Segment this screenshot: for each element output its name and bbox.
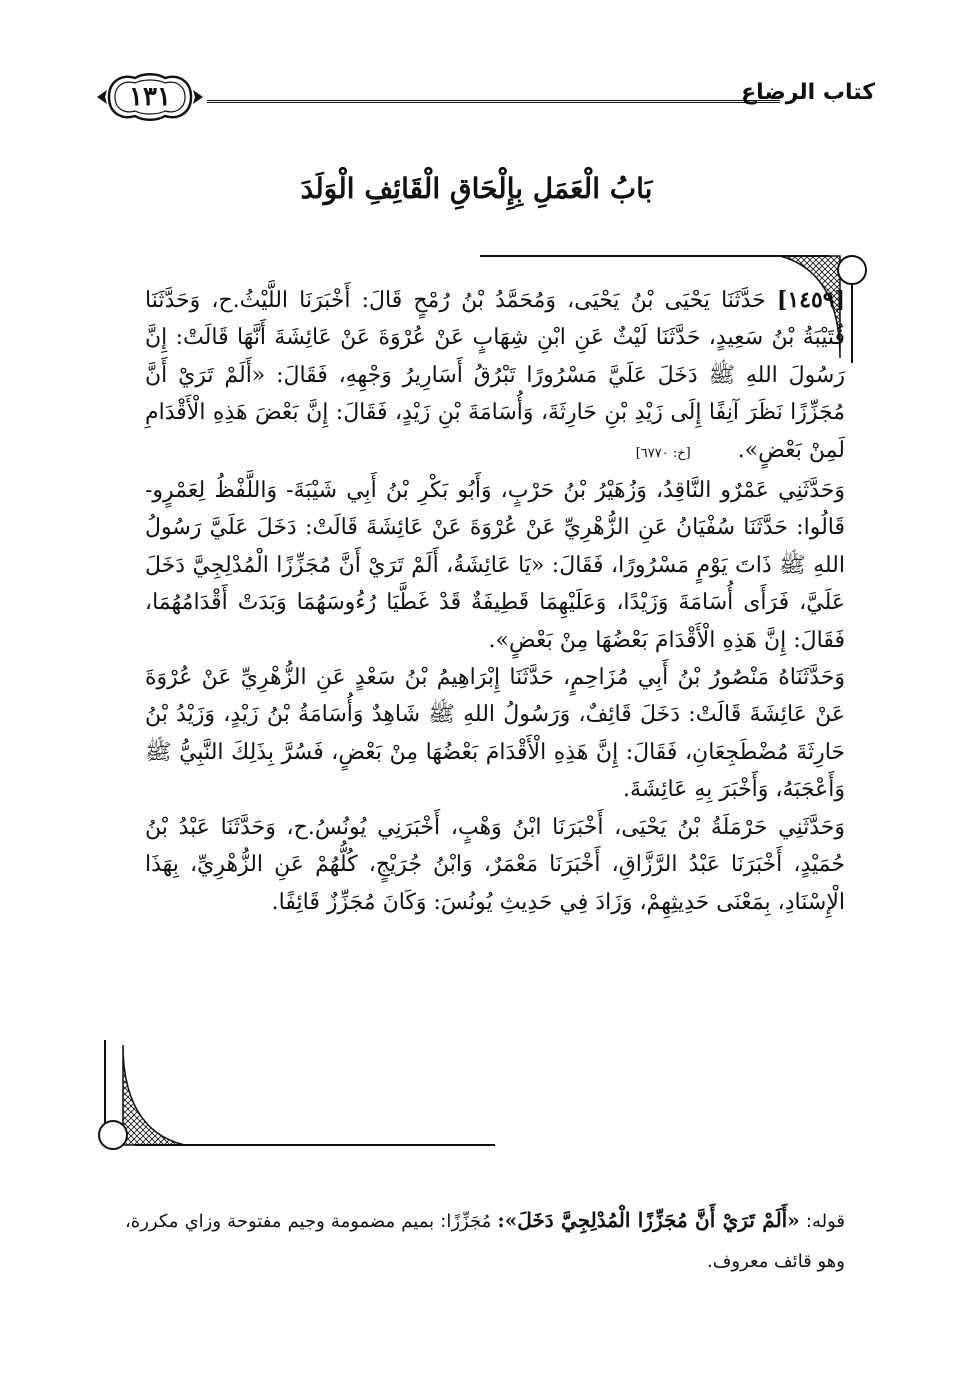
- page-number-badge: [95, 70, 205, 124]
- header-rule: [207, 100, 780, 103]
- footnote-text: مُجَزِّزًا: بميم مضمومة وجيم مفتوحة وزاي مكررة، وهو قائف معروف.: [125, 1211, 845, 1272]
- hadith-paragraph-3: وَحَدَّثَنَاهُ مَنْصُورُ بْنُ أَبِي مُزَاحِمٍ، حَدَّثَنَا إِبْرَاهِيمُ بْنُ سَعْدٍ عَنِ الزُّهْرِيِّ عَنْ عُرْوَةَ عَنْ عَائِشَةَ قَالَتْ: دَخَلَ قَائِفٌ، وَرَسُولُ اللهِ ﷺ شَاهِدٌ وَأُسَامَةُ بْنُ زَيْدٍ، وَزَيْدُ بْنُ حَارِثَةَ مُضْطَجِعَانِ، فَقَالَ: إِنَّ هَذِهِ الْأَقْدَامَ بَعْضُهَا مِنْ بَعْضٍ، فَسُرَّ بِذَلِكَ النَّبِيُّ ﷺ وَأَعْجَبَهُ، وَأَخْبَرَ بِهِ عَائِشَةَ.: [145, 665, 845, 803]
- page-number: ١٣١: [129, 82, 171, 112]
- hadith-paragraph-2: وَحَدَّثَنِي عَمْرٌو النَّاقِدُ، وَزُهَيْرُ بْنُ حَرْبٍ، وَأَبُو بَكْرِ بْنُ أَبِي شَيْبَةَ- وَاللَّفْظُ لِعَمْرٍو- قَالُوا: حَدَّثَنَا سُفْيَانُ عَنِ الزُّهْرِيِّ عَنْ عُرْوَةَ عَنْ عَائِشَةَ قَالَتْ: دَخَلَ عَلَيَّ رَسُولُ اللهِ ﷺ ذَاتَ يَوْمٍ مَسْرُورًا، فَقَالَ: «يَا عَائِشَةُ، أَلَمْ تَرَيْ أَنَّ مُجَزِّزًا الْمُدْلِجِيَّ دَخَلَ عَلَيَّ، فَرَأَى أُسَامَةَ وَزَيْدًا، وَعَلَيْهِمَا قَطِيفَةٌ قَدْ غَطَّيَا رُءُوسَهُمَا وَبَدَتْ أَقْدَامُهُمَا، فَقَالَ: إِنَّ هَذِهِ الْأَقْدَامَ بَعْضُهَا مِنْ بَعْضٍ».: [145, 478, 845, 653]
- hadith-paragraph-4: وَحَدَّثَنِي حَرْمَلَةُ بْنُ يَحْيَى، أَخْبَرَنَا ابْنُ وَهْبٍ، أَخْبَرَنِي يُونُسُ.ح، وَحَدَّثَنَا عَبْدُ بْنُ حُمَيْدٍ، أَخْبَرَنَا عَبْدُ الرَّزَّاقِ، أَخْبَرَنَا مَعْمَرٌ، وَابْنُ جُرَيْجٍ، كُلُّهُمْ عَنِ الزُّهْرِيِّ، بِهَذَا الْإِسْنَادِ، بِمَعْنَى حَدِيثِهِمْ، وَزَادَ فِي حَدِيثِ يُونُسَ: وَكَانَ مُجَزِّزٌ قَائِفًا.: [145, 814, 845, 915]
- hadith-paragraph-1: [145, 282, 845, 472]
- cross-reference: [خ: ٦٧٧٠]: [635, 445, 691, 461]
- book-title: كتاب الرضاع: [741, 80, 875, 105]
- footnote-lead: قوله:: [805, 1211, 845, 1232]
- page-header: [95, 70, 875, 126]
- chapter-title: بَابُ الْعَمَلِ بِإِلْحَاقِ الْقَائِفِ الْوَلَدَ: [300, 172, 653, 205]
- hadith-number: [١٤٥٩]: [776, 287, 845, 313]
- footnote-quote: «أَلَمْ تَرَيْ أَنَّ مُجَزِّزًا الْمُدْلِجِيَّ دَخَلَ»:: [497, 1208, 800, 1232]
- hadith-text-1: حَدَّثَنَا يَحْيَى بْنُ يَحْيَى، وَمُحَمَّدُ بْنُ رُمْحٍ قَالَ: أَخْبَرَنَا اللَّيْثُ.ح، وَحَدَّثَنَا قُتَيْبَةُ بْنُ سَعِيدٍ، حَدَّثَنَا لَيْثٌ عَنِ ابْنِ شِهَابٍ عَنْ عُرْوَةَ عَنْ عَائِشَةَ أَنَّهَا قَالَتْ: إِنَّ رَسُولَ اللهِ ﷺ دَخَلَ عَلَيَّ مَسْرُورًا تَبْرُقُ أَسَارِيرُ وَجْهِهِ، فَقَالَ: «أَلَمْ تَرَيْ أَنَّ مُجَزِّزًا نَظَرَ آنِفًا إِلَى زَيْدِ بْنِ حَارِثَةَ، وَأُسَامَةَ بْنِ زَيْدٍ، فَقَالَ: إِنَّ بَعْضَ هَذِهِ الْأَقْدَامِ لَمِنْ بَعْضٍ».: [145, 288, 845, 463]
- footnote: [125, 1200, 845, 1282]
- hadith-body: [145, 282, 845, 921]
- frame-corner-bottom-left-icon: [95, 1040, 495, 1155]
